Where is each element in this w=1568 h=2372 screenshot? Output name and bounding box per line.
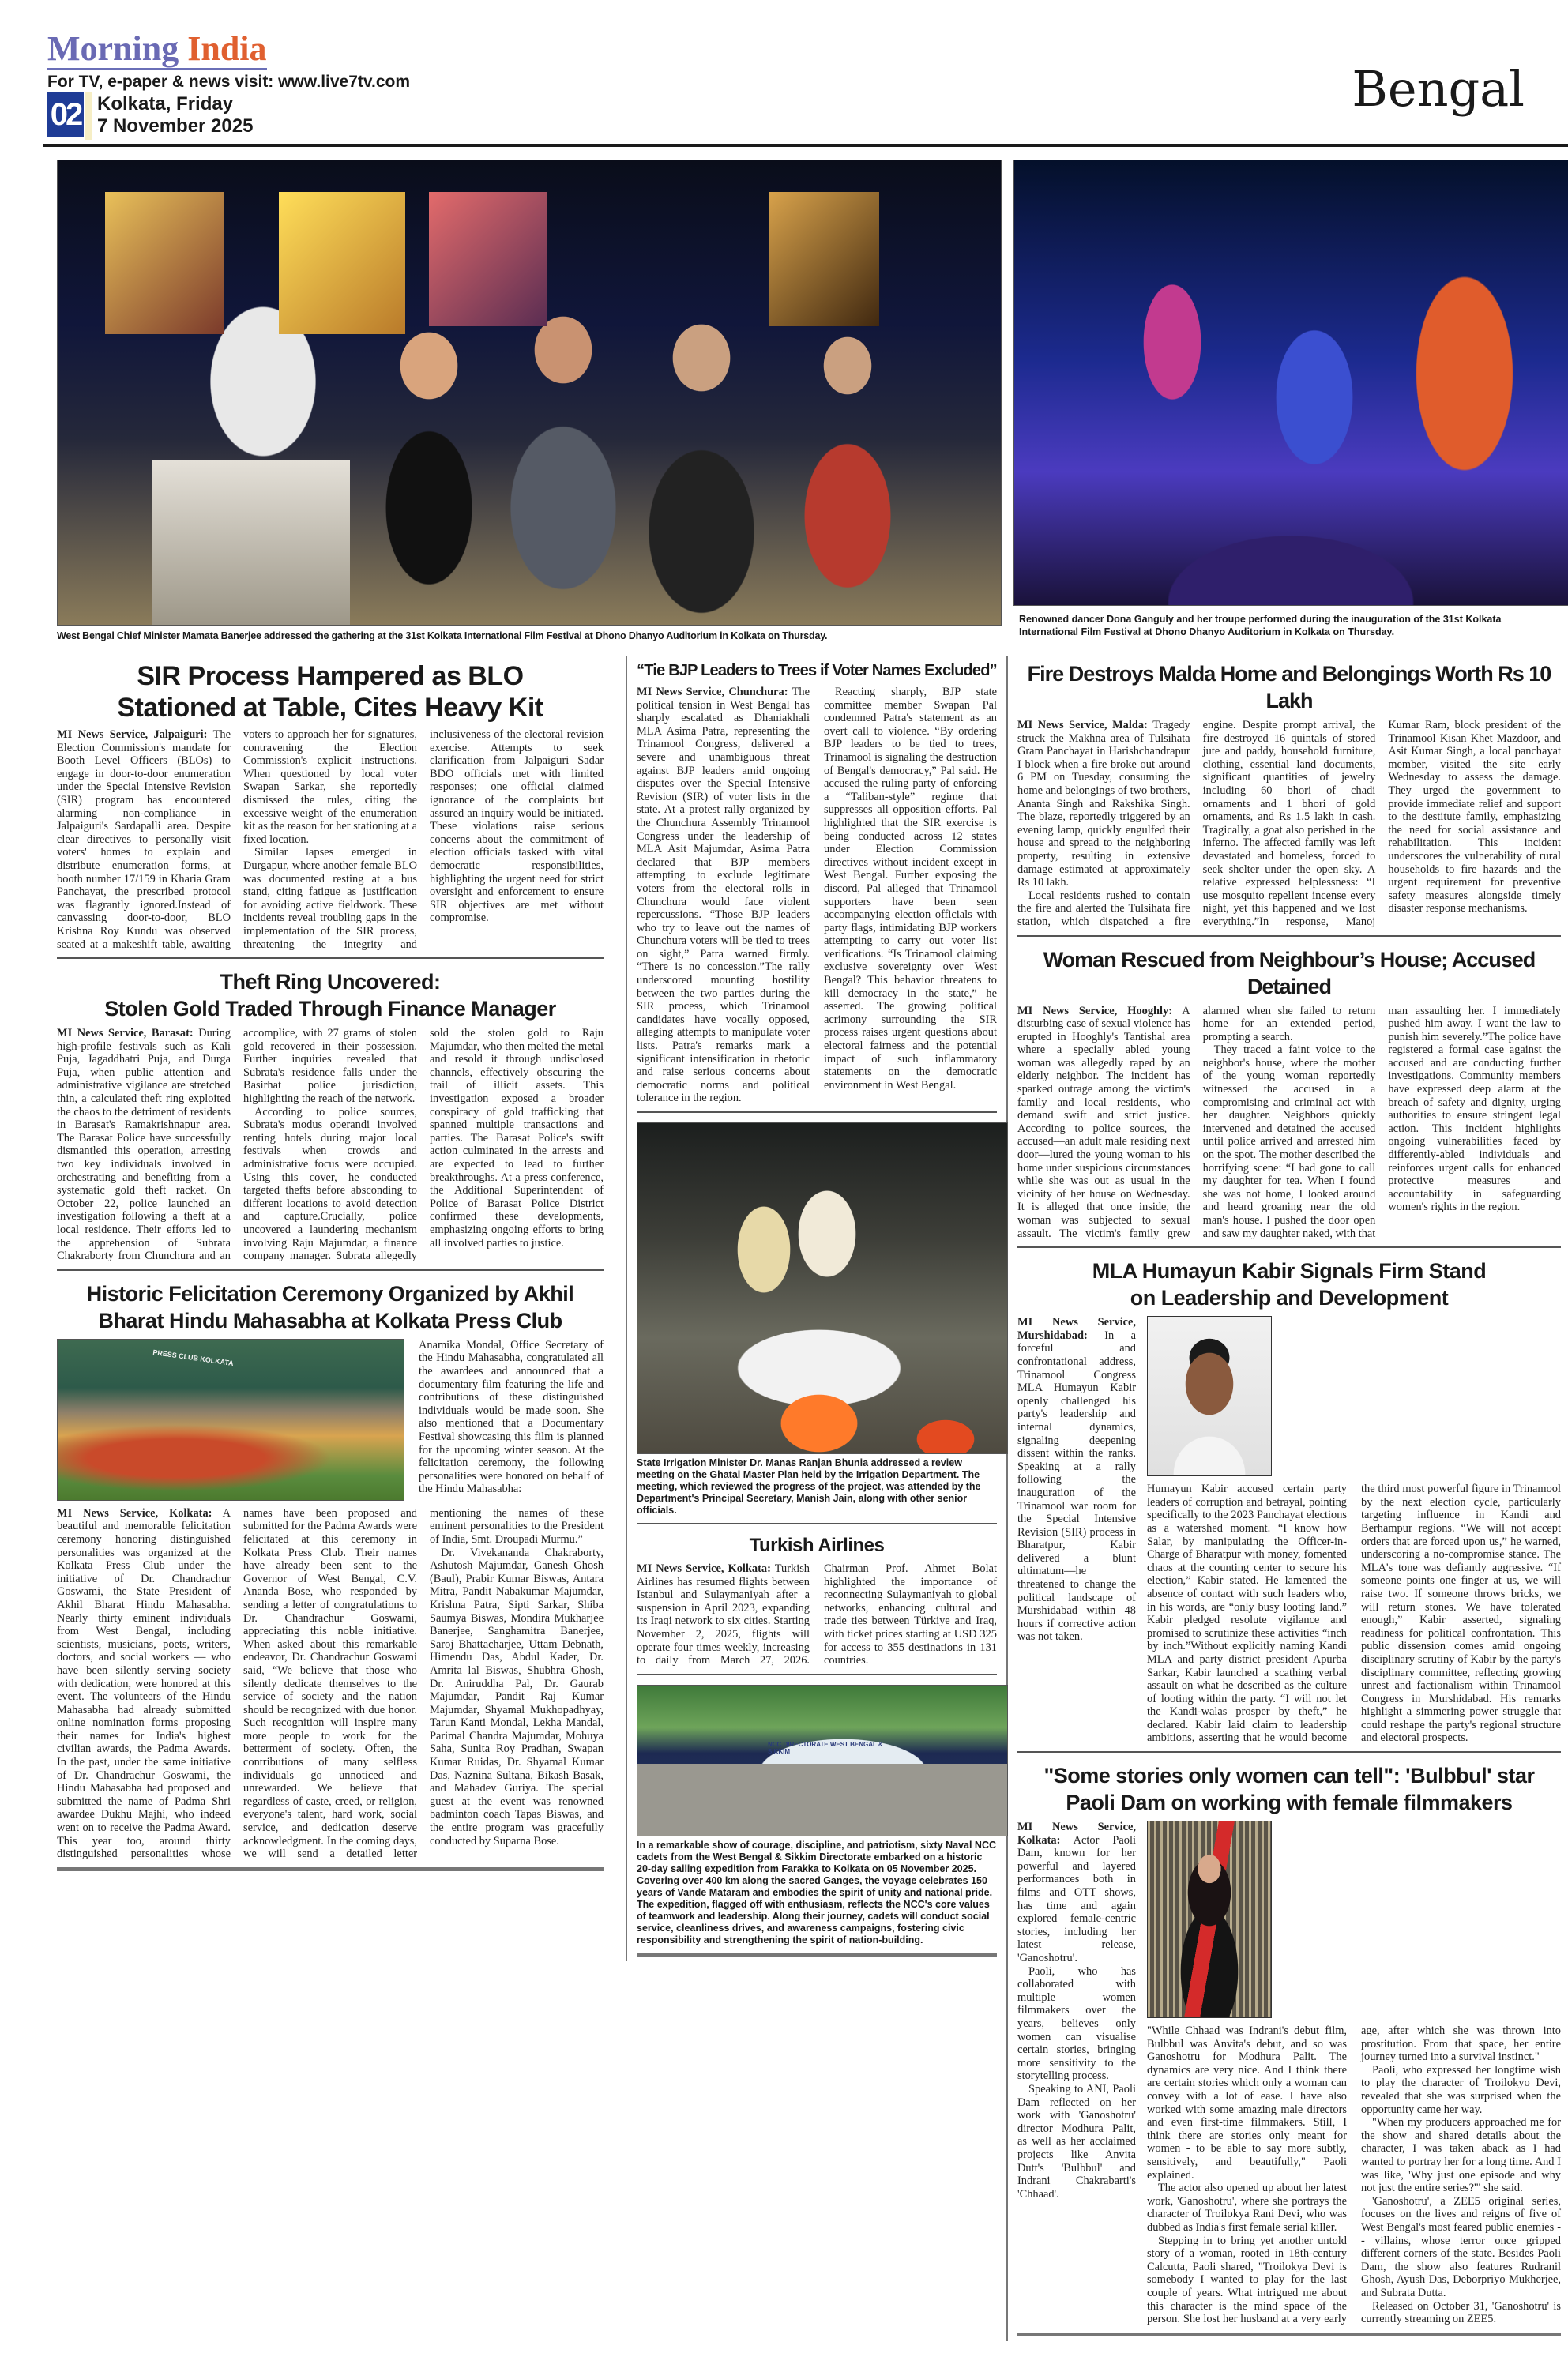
article-lead-felicitation (419, 1339, 604, 1501)
headline-sir-process (57, 660, 604, 724)
top-photo-row (0, 160, 1568, 656)
article-paragraph: Humayun Kabir accused certain party leaders of corruption and betrayal, pointing specifically to the 2023 Panchayat elections as a watershed moment. “I know how Salar, by manipulating the Officer-in-Charge of Bharatpur with money, fomented chaos at the counting center to secure his election,” Kabir stated. He lamented the absence of contact with such leaders who, in his words, are “only busy looting land.” Kabir pledged resolute vigilance and promised to scrutinize these activities “inch by inch.”Without explicitly naming Kandi MLA and party district president Apurba Sarkar, Kabir launched a scathing verbal assault on what he described as the culture of looting within the party. “I will not let the Kandi-walas prosper by theft,” he declared. Kabir laid claim to leadership ambitions, asserting that he would become the third most powerful figure in Trinamool by the next election cycle, particularly targeting influence in Kandi and Berhampur regions. “We will not accept orders that are forced upon us,” he warned, underscoring a no-compromise stance. The MLA's tone was defiantly aggressive. “If someone points one finger at us, we will raise two. If someone throws bricks, we will return stones. We have tolerated enough,” Kabir asserted, signaling readiness for political confrontation. This public dissension comes amid ongoing disciplinary scrutiny of Kabir by the party's disciplinary committee, reflecting growing unrest and factionalism within Trinamool Congress in Murshidabad. His remarks highlight a simmering power struggle that could reshape the party's regional structure and electoral prospects. (1147, 1483, 1561, 1745)
headline-line: Historic Felicitation Ceremony Organized by Akhil (86, 1281, 574, 1306)
article-paragraph: "While Chhaad was Indrani's debut film, Bulbbul was Anvita's debut, and so was Ganoshotru for Modhura Palit. The dynamics are very nice. And I think there are certain stories which only a woman can convey with a lot of ease. I have also worked with some amazing male directors and even first-time filmmakers. Still, I think there are stories only meant for women - to be able to say more subtly, sensitively, and beautifully," Paoli explained. (1147, 2024, 1347, 2182)
article-paragraph: Paoli, who has collaborated with multiple women filmmakers over the years, believes only women can visualise certain stories, bringing more sensitivity to the storytelling process. (1017, 1964, 1136, 2083)
photo-dona-ganguly-dance (1013, 160, 1568, 606)
content-grid (57, 656, 1568, 2341)
photo-paoli-dam (1147, 1821, 1272, 2018)
headline-line: Stationed at Table, Cites Heavy Kit (117, 693, 543, 723)
article-paragraph: During high-profile festivals such as Kali Puja, Jagaddhatri Puja, and Durga Puja, when public attention and administrative vigilance are stretched thin, a calculated theft ring exploited the chaos to the detriment of residents in Barasat's Ramakrishnapur area. The Barasat Police have successfully dismantled this operation, arresting two key individuals involved in orchestrating and benefiting from a systematic gold theft racket. On October 22, police launched an investigation following a theft at a local residence. Their efforts led to the apprehension of Subrata Chakraborty from Chunchura and an accomplice, with 27 grams of stolen gold recovered in their possession. Further inquiries revealed that Subrata's residence falls under the Basirhat police jurisdiction, highlighting the reach of the network. (57, 1027, 417, 1263)
edition-date: 7 November 2025 (97, 115, 254, 137)
logo-word-morning: Morning (47, 29, 179, 68)
article-paragraph: The actor also opened up about her latest work, 'Ganoshotru', where she portrays the character of Troilokya Rani Devi, who was dubbed as India's first female serial killer. (1147, 2182, 1347, 2234)
photo-mamata-banerjee-kiff (57, 160, 1002, 626)
article-body-turkish (637, 1562, 997, 1667)
article-paragraph: Released on October 31, 'Ganoshotru' is currently streaming on ZEE5. (1361, 2299, 1561, 2326)
article-dateline: MI News Service, Kolkata: (57, 1506, 212, 1520)
caption-line: Renowned dancer Dona Ganguly and her troupe performed during the inauguration of the 31st Kolkata (1019, 614, 1502, 625)
article-dateline: MI News Service, Kolkata: (1017, 1821, 1136, 1847)
article-paragraph: Speaking to ANI, Paoli Dam reflected on her work with 'Ganoshotru' director Modhura Palit, as well as her acclaimed projects like Anvita Dutt's 'Bulbbul' and Indrani Chakrabarti's 'Chhaad'. (1017, 2082, 1136, 2201)
edition-city-day: Kolkata, Friday (97, 93, 234, 115)
headline-line: Stolen Gold Traded Through Finance Manager (104, 997, 556, 1021)
headline-felicitation-ceremony (57, 1280, 604, 1334)
page-number-badge: 02 (47, 92, 84, 137)
article-body-woman (1017, 1005, 1561, 1241)
article-paragraph: They traced a faint voice to the neighbor's house, where the mother of the young woman reportedly witnessed the accused in a compromising and criminal act with her daughter. Neighbors quickly intervened and detained the accused until police arrived and arrested him on the spot. The mother described the horrifying scene: “I had gone to call my daughter for tea. When I found she was not home, I looked around and heard groaning near the old man's house. I pushed the door open and saw my daughter naked, with that man assaulting her. I immediately pushed him away. I want the law to punish him severely.”The police have registered a formal case against the accused and are conducting further investigations. Community members have expressed deep alarm at the breach of safety and dignity, urging authorities to ensure stringent legal action. This incident highlights ongoing vulnerabilities faced by differently-abled individuals and reinforces urgent calls for enhanced protective measures and accountability in safeguarding women's rights in the region. (1202, 1004, 1561, 1240)
headline-fire-malda: Fire Destroys Malda Home and Belongings Worth Rs 10 Lakh (1027, 662, 1551, 712)
left-column (57, 656, 604, 1876)
article-paragraph: A beautiful and memorable felicitation ceremony honoring distinguished personalities was organized at the Kolkata Press Club under the initiative of Dr. Chandrachur Goswami, the State President of Akhil Bharat Hindu Mahasabha. Nearly thirty eminent individuals from West Bengal, including scientists, musicians, poets, writers, doctors, and social workers — who have been silently serving society with dedication, were honored at this event. The volunteers of the Hindu Mahasabha had already submitted online nomination forms proposing their names for India's highest civilian awards, the Padma Awards. In the past, under the same initiative of Dr. Chandrachur Goswami, the Hindu Mahasabha had proposed and submitted the name of Padma Shri awardee Dukhu Majhi, who indeed went on to receive the Padma Award. This year too, around thirty distinguished personalities whose names have been proposed and submitted for the Padma Awards were felicitated at this ceremony in Kolkata Press Club. Their names have already been sent to the Governor of West Bengal, C.V. Ananda Bose, who responded by sending a letter of congratulations to Dr. Chandrachur Goswami, appreciating this noble initiative. When asked about this remarkable endeavor, Dr. Chandrachur Goswami said, “We believe that those who silently dedicate themselves to the service of society and the nation should be recognized with due honor. Such recognition will inspire many more people to work for the betterment of society. Often, the contributions of many selfless individuals go unnoticed and unrewarded. We believe that regardless of caste, creed, or religion, everyone's talent, hard work, social service, and dedication deserve acknowledgment. In the coming days, we will send a detailed letter mentioning the names of these eminent personalities to the President of India, Smt. Droupadi Murmu.” (57, 1506, 604, 1861)
photo-podium (152, 460, 350, 626)
paoli-layout (1017, 1821, 1561, 2326)
article-dateline: MI News Service, Hooghly: (1017, 1004, 1173, 1017)
article-body-mla-col1 (1017, 1316, 1136, 1644)
headline-tie-bjp-leaders: “Tie BJP Leaders to Trees if Voter Names Excluded” (637, 662, 997, 679)
article-paoli (1017, 1757, 1561, 2336)
newspaper-logo (47, 29, 267, 70)
photo-press-club-awardees (57, 1339, 404, 1501)
article-paragraph: Actor Paoli Dam, known for her powerful and layered performances both in films and OTT shows, has time and again explored female-centric stories, including her latest release, 'Ganoshotru'. (1017, 1833, 1136, 1964)
article-body-bjp (637, 686, 997, 1105)
caption-line: International Film Festival at Dhono Dhanyo Auditorium in Kolkata on Thursday. (1019, 626, 1395, 637)
article-woman (1017, 942, 1561, 1249)
article-paragraph: Paoli, who expressed her longtime wish to play the character of Troilokyo Devi, revealed that she was surprised when the opportunity came her way. (1361, 2063, 1561, 2116)
article-body-felicitation (57, 1507, 604, 1861)
logo-word-india: India (187, 29, 267, 68)
headline-line: on Leadership and Development (1130, 1286, 1449, 1310)
article-dateline: MI News Service, Barasat: (57, 1027, 194, 1040)
article-paragraph: In a forceful and confrontational address, Trinamool Congress MLA Humayun Kabir openly challenged his party's leadership and internal dynamics, signaling deepening dissent within the ranks. Speaking at a rally following the inauguration of the Trinamool war room for the Special Intensive Revision (SIR) process in Bharatpur, Kabir delivered a blunt ultimatum—he threatened to change the political landscape of Murshidabad within 48 hours if corrective action was not taken. (1017, 1329, 1136, 1644)
headline-turkish-airlines: Turkish Airlines (749, 1535, 885, 1556)
mla-right (1147, 1316, 1561, 1745)
article-paragraph: Anamika Mondal, Office Secretary of the Hindu Mahasabha, congratulated all the awardees and announced that a documentary film featuring the life and contributions of these distinguished individuals would be made soon. She also mentioned that a Documentary Festival showcasing this film is planned for the upcoming winter season. At the felicitation ceremony, the following personalities were honored on behalf of the Hindu Mahasabha: (419, 1338, 604, 1496)
article-paragraph: A disturbing case of sexual violence has erupted in Hooghly's Tantishal area where a specially abled young woman was allegedly raped by an elderly neighbor. The incident has sparked outrage among the victim's family and local residents, who demand swift and strict justice. According to police sources, the accused—an adult male residing next door—lured the young woman to his home under suspicious circumstances while she was out as usual in the vicinity of her house on Wednesday. It is alleged that once inside, the woman was subjected to sexual assault. The victim's family grew alarmed when she failed to return home for an extended period, prompting a search. (1017, 1004, 1376, 1240)
photo-backdrop-poster (279, 192, 405, 334)
article-paragraph: Dr. Vivekananda Chakraborty, Ashutosh Majumdar, Ganesh Ghosh (Baul), Prabir Kumar Biswas, Antara Mitra, Pandit Nabakumar Majumdar, Krishna Patra, Sipti Sarkar, Shiba Saumya Biswas, Mondira Mukharjee Banerjee, Sanghamitra Banerjee, Saroj Bhattacharjee, Uttam Debnath, Himendu Das, Abdul Kader, Dr. Amrita lal Biswas, Shubhra Ghosh, Dr. Aniruddha Pal, Dr. Gaurab Majumdar, Pandit Raj Kumar Majumdar, Shyamal Mukhopadhyay, Tarun Kanti Mondal, Lekha Mandal, Parimal Chandra Majumdar, Mohuya Saha, Sunita Roy Pradhan, Swapan Kumar Ruidas, Dr. Shyamal Kumar Das, Naznina Sultana, Bikash Basak, and Mahadev Guriya. The special guest at the event was renowned badminton coach Tapas Biswas, and the entire program was gracefully conducted by Suparna Bose. (430, 1546, 604, 1848)
website-tagline: For TV, e-paper & news visit: www.live7tv.com (47, 73, 411, 91)
article-body-mla-rest (1147, 1483, 1561, 1745)
article-paragraph: Reacting sharply, BJP state committee member Swapan Pal condemned Patra's statement as an overt call to violence. “By ordering BJP leaders to be tied to trees, Trinamool is signaling the destruction of Bengal's democracy,” Pal said. He accused the ruling party of enforcing a “Taliban-style” regime that suppresses all opposition efforts. Pal highlighted that the SIR exercise is being conducted across 12 states under Election Commission directives without incident except in West Bengal. Further exposing the discord, Pal alleged that Trinamool supporters have been seen accompanying election officials with party flags, intimidating BJP workers attempting to carry out voter list verifications. “Is Trinamool claiming exclusive sovereignty over West Bengal? This behavior threatens to kill democracy in the state,” he asserted. The growing political acrimony surrounding the SIR process raises urgent questions about electoral fairness and the potential impact of such inflammatory statements on the democratic environment in West Bengal. (824, 686, 997, 1092)
headline-line: MLA Humayun Kabir Signals Firm Stand (1092, 1259, 1487, 1284)
article-paragraph: Stepping in to bring yet another untold story of a woman, rooted in 18th-century Calcutta, Paoli shared, "Troilokya Devi is somebody I wanted to play for the last couple of years. What intrigued me about this character is the mind space of the person. She lost her husband at a very early age, after which she was thrown into prostitution. From that space, her entire journey turned into a survival instinct." (1147, 2024, 1561, 2326)
headline-paoli-dam (1017, 1762, 1561, 1816)
photo-block-ncc (637, 1680, 997, 1957)
edition-dateline (97, 93, 253, 137)
photo-ncc-cadets (637, 1685, 1008, 1836)
article-body-fire (1017, 719, 1561, 929)
article-body-paoli-col1 (1017, 1821, 1136, 2201)
article-felicitation (57, 1276, 604, 1871)
article-paragraph: The political tension in West Bengal has sharply escalated as Dhaniakhali MLA Asima Patra, representing the Trinamool Congress, delivered a severe and unambiguous threat against BJP leaders amid ongoing disputes over the Special Intensive Revision (SIR) of voter lists in the state. At a protest rally organized by the Chunchura Assembly Trinamool Congress under the leadership of MLA Asit Majumdar, Asima Patra declared that BJP members attempting to exclude legitimate voters from the electoral rolls in Chunchura would face violent repercussions. “Those BJP leaders who try to leave out the names of Chunchura voters will be tied to trees on sight,” Patra warned firmly. “There is no concession.”The rally underscored mounting hostility between the two parties during the SIR process, which Trinamool candidates have vocally opposed, alleging attempts to manipulate voter lists. Patra's remarks mark a significant intensification in rhetoric and raise serious concerns about democratic norms and political tolerance in the region. (637, 686, 810, 1105)
article-dateline: MI News Service, Jalpaiguri: (57, 728, 208, 741)
article-dateline: MI News Service, Murshidabad: (1017, 1316, 1136, 1342)
section-title: Bengal (1352, 60, 1525, 118)
article-bjp (637, 656, 997, 1113)
headline-line: Paoli Dam on working with female filmmakers (1066, 1791, 1513, 1815)
masthead-rule (43, 144, 1568, 147)
felicitation-top (57, 1339, 604, 1501)
article-dateline: MI News Service, Kolkata: (637, 1562, 771, 1575)
article-fire (1017, 656, 1561, 937)
article-paragraph: "When my producers approached me for the show and shared details about the character, I was taken aback as I had wanted to portray her for a long time. And I was like, 'Why just one episode and why not just the entire series?'" she said. (1361, 2116, 1561, 2195)
press-club-sign: PRESS CLUB KOLKATA (152, 1348, 235, 1367)
photo-caption-ncc: In a remarkable show of courage, discipline, and patriotism, sixty Naval NCC cadets from the West Bengal & Sikkim Directorate embarked on a historic 20-day sailing expedition from Farakka to Kolkata on 05 November 2025. Covering over 400 km along the sacred Ganges, the voyage celebrates 150 years of Vande Mataram and embodies the spirit of unity and national pride. The expedition, flagged off with enthusiasm, reflects the NCC's core values of teamwork and leadership. Along their journey, cadets will conduct social service, cleanliness drives, and awareness campaigns, fostering civic responsibility and strengthening the spirit of nation-building. (637, 1839, 996, 1945)
article-paragraph: Local residents rushed to contain the fire and alerted the Tulsihata fire station, which dispatched a fire engine. Despite prompt arrival, the fire destroyed 16 quintals of stored jute and paddy, household furniture, clothing, essential land documents, significant quantities of jewelry including 60 bhori of chadi ornaments and 1 bhori of gold ornaments, and Rs 1.5 lakh in cash. Tragically, a goat also perished in the inferno. The affected family was left devastated and homeless, forced to seek shelter under the open sky. A relative expressed helplessness: “I use mosquito repellent incense every night, yet this happened and we lost everything.”In response, Manoj Kumar Ram, block president of the Trinamool Kisan Khet Mazdoor, and Asit Kumar Singh, a local panchayat member, visited the site early Wednesday to assess the damage. They urged the government to provide immediate relief and support to the destitute family, emphasizing the need for social assistance and rehabilitation. This incident underscores the vulnerability of rural households to fire hazards and the urgent requirement for preventive safety measures alongside timely disaster response mechanisms. (1017, 719, 1561, 928)
article-paragraph: Similar lapses emerged in Durgapur, where another female BLO was documented resting at a bus stand, citing fatigue as justification for avoiding active fieldwork. These incidents reveal troubling gaps in the implementation of the SIR process, threatening the integrity and inclusiveness of the electoral revision exercise. Attempts to seek clarification from Jalpaiguri Sadar BDO officials met with limited responses; one official claimed ignorance of the complaints but assured an inquiry would be initiated. These violations raise serious concerns about the commitment of election officials tasked with vital democratic responsibilities, highlighting the urgent need for strict oversight and enforcement to ensure SIR objectives are met without compromise. (243, 728, 604, 951)
middle-column (626, 656, 997, 1961)
article-sir (57, 656, 604, 959)
article-paragraph: 'Ganoshotru', a ZEE5 original series, focuses on the lives and reigns of five of West Bengal's most feared public enemies -- villains, whose terror once gripped different corners of the state. Besides Paoli Dam, the show also features Rudranil Ghosh, Ayush Das, Deborpriyo Mukherjee, and Subrata Dutta. (1361, 2194, 1561, 2299)
photo-caption-manas: State Irrigation Minister Dr. Manas Ranjan Bhunia addressed a review meeting on the Ghatal Master Plan held by the Irrigation Department. The meeting, which reviewed the progress of the project, was attended by the Department's Principal Secretary, Manish Jain, along with other senior officials. (637, 1457, 981, 1516)
photo-backdrop-poster (105, 192, 224, 334)
article-paragraph: Turkish Airlines has resumed flights between Istanbul and Sulaymaniyah after a suspension in April 2023, expanding its Iraqi network to six cities. Starting November 2, 2025, flights will operate four times weekly, increasing to daily from March 27, 2026. Chairman Prof. Ahmet Bolat highlighted the importance of reconnecting Sulaymaniyah to global networks, enhancing cultural and trade ties between Türkiye and Iraq, with ticket prices starting at USD 325 for access to 355 destinations in 131 countries. (637, 1562, 997, 1667)
photo-caption-mamata: West Bengal Chief Minister Mamata Banerjee addressed the gathering at the 31st Kolkata International Film Festival at Dhono Dhanyo Auditorium in Kolkata on Thursday. (57, 630, 828, 641)
photo-humayun-kabir (1147, 1316, 1272, 1476)
article-body-theft (57, 1027, 604, 1263)
ncc-banner-text: NCC DIRECTORATE WEST BENGAL & SIKKIM (768, 1740, 883, 1755)
article-paragraph: The Election Commission's mandate for Booth Level Officers (BLOs) to engage in door-to-door enumeration under the Special Intensive Revision (SIR) program has encountered alarming non-compliance in Jalpaiguri's Sardapalli area. Despite clear directives to personally visit voters' homes to explain and distribute enumeration forms, at booth number 17/159 in Kharia Gram Panchayat, the prescribed protocol was flagrantly ignored.Instead of canvassing door-to-door, BLO Krishna Roy Kundu was observed seated at a makeshift table, awaiting voters to approach her for signatures, contravening the Election Commission's explicit instructions. When questioned by local voter Swapan Sarkar, she reportedly dismissed the rules, citing the excessive weight of the enumeration kit as the reason for her stationing at a fixed location. (57, 728, 417, 951)
headline-line: SIR Process Hampered as BLO (137, 661, 524, 691)
headline-woman-rescued: Woman Rescued from Neighbour’s House; Accused Detained (1043, 947, 1536, 998)
headline-humayun-kabir (1017, 1257, 1561, 1311)
photo-backdrop-poster (429, 192, 547, 326)
article-turkish (637, 1529, 997, 1675)
article-dateline: MI News Service, Chunchura: (637, 686, 788, 698)
photo-block-manas (637, 1118, 997, 1524)
headline-line: Theft Ring Uncovered: (220, 970, 441, 994)
headline-line: "Some stories only women can tell": 'Bulbbul' star (1043, 1764, 1535, 1788)
headline-line: Bharat Hindu Mahasabha at Kolkata Press Club (98, 1308, 562, 1333)
article-paragraph: According to police sources, Subrata's modus operandi involved renting hotels during major local festivals when crowds and administrative focus were occupied. Using this cover, he conducted targeted thefts before absconding to different locations to avoid detection and capture.Crucially, police uncovered a laundering mechanism involving Raju Majumdar, a finance company manager. Subrata allegedly sold the stolen gold to Raju Majumdar, who then melted the metal and resold it through undisclosed channels, effectively obscuring the trail of illicit assets. This investigation exposed a broader conspiracy of gold trafficking that spanned multiple transactions and parties. The Barasat Police's swift action culminated in the arrests and are expected to lead to further breakthroughs. At a press conference, the Additional Superintendent of Police of Barasat Police District confirmed these developments, emphasizing ongoing efforts to bring all involved parties to justice. (243, 1027, 604, 1263)
photo-backdrop-poster (769, 192, 879, 326)
article-mla (1017, 1253, 1561, 1753)
photo-caption-dance (1019, 613, 1564, 638)
article-body-paoli-rest (1147, 2024, 1561, 2326)
article-dateline: MI News Service, Malda: (1017, 719, 1148, 731)
article-body-sir (57, 728, 604, 951)
paoli-right (1147, 1821, 1561, 2326)
masthead (0, 29, 1568, 150)
headline-theft-ring (57, 968, 604, 1022)
page-number-strip (85, 92, 92, 140)
right-column (1006, 656, 1561, 2341)
article-theft (57, 964, 604, 1271)
photo-manas-bhunia-meeting (637, 1122, 1008, 1454)
mla-layout (1017, 1316, 1561, 1745)
article-paragraph: Tragedy struck the Makhna area of Tulsihata Gram Panchayat in Harishchandrapur I block when a fire broke out around 6 PM on Tuesday, consuming the home and belongings of two brothers, Ananta Singh and Rakshika Singh. The blaze, reportedly triggered by an evening lamp, quickly engulfed their house and spread to the neighboring property, resulting in extensive damage estimated at approximately Rs 10 lakh. (1017, 719, 1190, 889)
